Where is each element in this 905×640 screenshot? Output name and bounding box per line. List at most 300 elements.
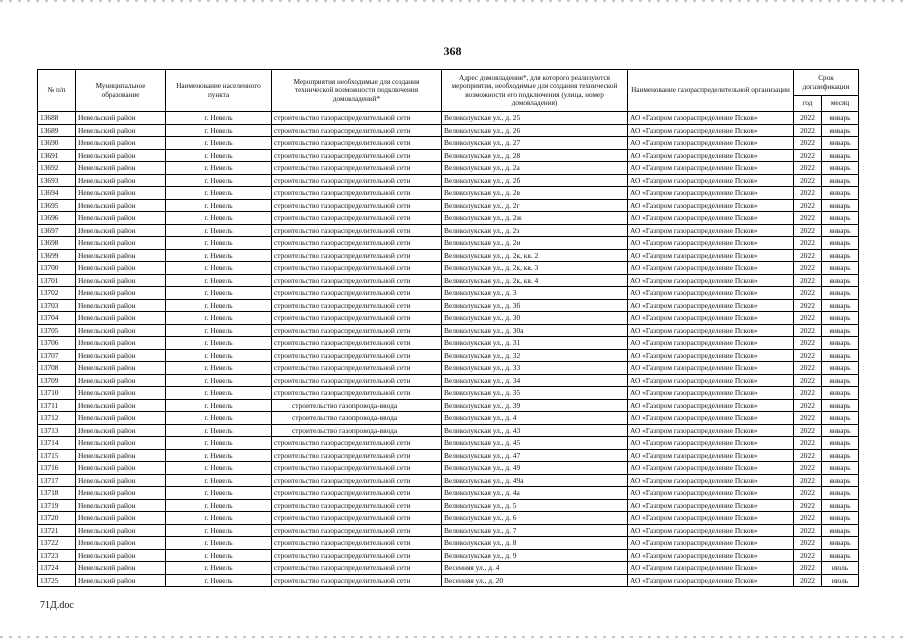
row-month: январь bbox=[822, 499, 859, 512]
row-org: АО «Газпром газораспределение Псков» bbox=[628, 512, 794, 525]
row-municipality: Невельский район bbox=[76, 187, 166, 200]
row-year: 2022 bbox=[794, 499, 822, 512]
row-month: январь bbox=[822, 199, 859, 212]
row-municipality: Невельский район bbox=[76, 499, 166, 512]
row-municipality: Невельский район bbox=[76, 312, 166, 325]
row-month: январь bbox=[822, 124, 859, 137]
table-header bbox=[38, 70, 859, 112]
row-year: 2022 bbox=[794, 537, 822, 550]
row-year: 2022 bbox=[794, 199, 822, 212]
row-org: АО «Газпром газораспределение Псков» bbox=[628, 199, 794, 212]
row-activity: строительство газораспределительной сети bbox=[272, 387, 442, 400]
row-address: Великолукская ул., д. 6 bbox=[442, 512, 628, 525]
row-num: 13718 bbox=[38, 487, 76, 500]
row-locality: г. Невель bbox=[166, 524, 272, 537]
row-address: Великолукская ул., д. 45 bbox=[442, 437, 628, 450]
table-row bbox=[38, 137, 859, 150]
row-locality: г. Невель bbox=[166, 299, 272, 312]
row-activity: строительство газораспределительной сети bbox=[272, 499, 442, 512]
row-activity: строительство газораспределительной сети bbox=[272, 187, 442, 200]
row-num: 13705 bbox=[38, 324, 76, 337]
row-year: 2022 bbox=[794, 224, 822, 237]
scan-edge-bottom bbox=[0, 636, 905, 638]
row-org: АО «Газпром газораспределение Псков» bbox=[628, 362, 794, 375]
row-locality: г. Невель bbox=[166, 187, 272, 200]
row-municipality: Невельский район bbox=[76, 349, 166, 362]
header-org: Наименование газораспределительной организации bbox=[628, 70, 794, 112]
row-address: Весенняя ул., д. 4 bbox=[442, 562, 628, 575]
row-activity: строительство газораспределительной сети bbox=[272, 324, 442, 337]
row-address: Великолукская ул., д. 8 bbox=[442, 537, 628, 550]
row-activity: строительство газораспределительной сети bbox=[272, 224, 442, 237]
row-month: январь bbox=[822, 224, 859, 237]
row-locality: г. Невель bbox=[166, 199, 272, 212]
table-body bbox=[38, 112, 859, 587]
row-activity: строительство газопровода-ввода bbox=[272, 424, 442, 437]
header-municipality: Муниципальное образование bbox=[76, 70, 166, 112]
table-row bbox=[38, 512, 859, 525]
row-num: 13704 bbox=[38, 312, 76, 325]
row-activity: строительство газораспределительной сети bbox=[272, 299, 442, 312]
row-activity: строительство газораспределительной сети bbox=[272, 124, 442, 137]
row-locality: г. Невель bbox=[166, 324, 272, 337]
row-municipality: Невельский район bbox=[76, 249, 166, 262]
row-org: АО «Газпром газораспределение Псков» bbox=[628, 324, 794, 337]
row-activity: строительство газораспределительной сети bbox=[272, 574, 442, 587]
table-row bbox=[38, 337, 859, 350]
row-address: Великолукская ул., д. 3 bbox=[442, 287, 628, 300]
table-row bbox=[38, 162, 859, 175]
row-org: АО «Газпром газораспределение Псков» bbox=[628, 437, 794, 450]
row-activity: строительство газораспределительной сети bbox=[272, 112, 442, 125]
row-year: 2022 bbox=[794, 137, 822, 150]
row-municipality: Невельский район bbox=[76, 362, 166, 375]
row-month: январь bbox=[822, 187, 859, 200]
row-org: АО «Газпром газораспределение Псков» bbox=[628, 349, 794, 362]
row-num: 13715 bbox=[38, 449, 76, 462]
row-municipality: Невельский район bbox=[76, 149, 166, 162]
row-municipality: Невельский район bbox=[76, 124, 166, 137]
row-locality: г. Невель bbox=[166, 249, 272, 262]
row-org: АО «Газпром газораспределение Псков» bbox=[628, 537, 794, 550]
row-activity: строительство газораспределительной сети bbox=[272, 262, 442, 275]
row-year: 2022 bbox=[794, 362, 822, 375]
row-locality: г. Невель bbox=[166, 137, 272, 150]
table-row bbox=[38, 312, 859, 325]
table-row bbox=[38, 449, 859, 462]
row-org: АО «Газпром газораспределение Псков» bbox=[628, 499, 794, 512]
row-activity: строительство газораспределительной сети bbox=[272, 512, 442, 525]
row-municipality: Невельский район bbox=[76, 387, 166, 400]
table-row bbox=[38, 237, 859, 250]
row-municipality: Невельский район bbox=[76, 212, 166, 225]
row-locality: г. Невель bbox=[166, 337, 272, 350]
row-org: АО «Газпром газораспределение Псков» bbox=[628, 249, 794, 262]
row-municipality: Невельский район bbox=[76, 449, 166, 462]
row-year: 2022 bbox=[794, 112, 822, 125]
row-municipality: Невельский район bbox=[76, 487, 166, 500]
row-org: АО «Газпром газораспределение Псков» bbox=[628, 187, 794, 200]
row-month: январь bbox=[822, 324, 859, 337]
row-year: 2022 bbox=[794, 487, 822, 500]
row-activity: строительство газораспределительной сети bbox=[272, 274, 442, 287]
row-num: 13696 bbox=[38, 212, 76, 225]
row-org: АО «Газпром газораспределение Псков» bbox=[628, 149, 794, 162]
row-year: 2022 bbox=[794, 474, 822, 487]
row-year: 2022 bbox=[794, 374, 822, 387]
row-num: 13701 bbox=[38, 274, 76, 287]
table-row bbox=[38, 274, 859, 287]
row-address: Великолукская ул., д. 39 bbox=[442, 399, 628, 412]
row-activity: строительство газораспределительной сети bbox=[272, 312, 442, 325]
row-address: Великолукская ул., д. 26 bbox=[442, 124, 628, 137]
scan-edge-top bbox=[0, 0, 905, 2]
table-row bbox=[38, 574, 859, 587]
row-activity: строительство газораспределительной сети bbox=[272, 337, 442, 350]
row-municipality: Невельский район bbox=[76, 437, 166, 450]
row-year: 2022 bbox=[794, 262, 822, 275]
table-row bbox=[38, 112, 859, 125]
row-address: Великолукская ул., д. 35 bbox=[442, 387, 628, 400]
row-num: 13711 bbox=[38, 399, 76, 412]
row-num: 13698 bbox=[38, 237, 76, 250]
row-month: январь bbox=[822, 487, 859, 500]
row-year: 2022 bbox=[794, 274, 822, 287]
row-num: 13703 bbox=[38, 299, 76, 312]
row-municipality: Невельский район bbox=[76, 224, 166, 237]
row-address: Великолукская ул., д. 5 bbox=[442, 499, 628, 512]
table-row bbox=[38, 249, 859, 262]
row-num: 13689 bbox=[38, 124, 76, 137]
row-org: АО «Газпром газораспределение Псков» bbox=[628, 524, 794, 537]
row-locality: г. Невель bbox=[166, 562, 272, 575]
table-row bbox=[38, 349, 859, 362]
table-row bbox=[38, 437, 859, 450]
table-row bbox=[38, 262, 859, 275]
row-address: Великолукская ул., д. 2а bbox=[442, 162, 628, 175]
row-municipality: Невельский район bbox=[76, 462, 166, 475]
row-locality: г. Невель bbox=[166, 237, 272, 250]
row-address: Великолукская ул., д. 25 bbox=[442, 112, 628, 125]
row-address: Великолукская ул., д. 9 bbox=[442, 549, 628, 562]
row-num: 13707 bbox=[38, 349, 76, 362]
row-locality: г. Невель bbox=[166, 149, 272, 162]
row-month: январь bbox=[822, 349, 859, 362]
row-address: Великолукская ул., д. 2к, кв. 2 bbox=[442, 249, 628, 262]
row-address: Великолукская ул., д. 43 bbox=[442, 424, 628, 437]
row-locality: г. Невель bbox=[166, 387, 272, 400]
row-org: АО «Газпром газораспределение Псков» bbox=[628, 299, 794, 312]
row-org: АО «Газпром газораспределение Псков» bbox=[628, 262, 794, 275]
row-locality: г. Невель bbox=[166, 212, 272, 225]
row-num: 13712 bbox=[38, 412, 76, 425]
row-year: 2022 bbox=[794, 424, 822, 437]
row-org: АО «Газпром газораспределение Псков» bbox=[628, 287, 794, 300]
table-row bbox=[38, 562, 859, 575]
row-org: АО «Газпром газораспределение Псков» bbox=[628, 224, 794, 237]
row-municipality: Невельский район bbox=[76, 337, 166, 350]
row-year: 2022 bbox=[794, 249, 822, 262]
row-locality: г. Невель bbox=[166, 537, 272, 550]
row-municipality: Невельский район bbox=[76, 237, 166, 250]
table-row bbox=[38, 174, 859, 187]
row-address: Великолукская ул., д. 49 bbox=[442, 462, 628, 475]
row-org: АО «Газпром газораспределение Псков» bbox=[628, 399, 794, 412]
row-org: АО «Газпром газораспределение Псков» bbox=[628, 462, 794, 475]
row-num: 13692 bbox=[38, 162, 76, 175]
row-year: 2022 bbox=[794, 562, 822, 575]
table-row bbox=[38, 424, 859, 437]
row-locality: г. Невель bbox=[166, 412, 272, 425]
row-month: январь bbox=[822, 524, 859, 537]
row-locality: г. Невель bbox=[166, 474, 272, 487]
row-month: январь bbox=[822, 412, 859, 425]
row-locality: г. Невель bbox=[166, 499, 272, 512]
row-address: Великолукская ул., д. 28 bbox=[442, 149, 628, 162]
row-month: январь bbox=[822, 174, 859, 187]
row-address: Великолукская ул., д. 47 bbox=[442, 449, 628, 462]
row-month: январь bbox=[822, 474, 859, 487]
row-num: 13716 bbox=[38, 462, 76, 475]
row-num: 13722 bbox=[38, 537, 76, 550]
row-municipality: Невельский район bbox=[76, 324, 166, 337]
row-activity: строительство газораспределительной сети bbox=[272, 162, 442, 175]
row-address: Великолукская ул., д. 32 bbox=[442, 349, 628, 362]
row-address: Великолукская ул., д. 2з bbox=[442, 224, 628, 237]
table-row bbox=[38, 487, 859, 500]
row-num: 13724 bbox=[38, 562, 76, 575]
header-locality: Наименование населенного пункта bbox=[166, 70, 272, 112]
row-address: Великолукская ул., д. 49а bbox=[442, 474, 628, 487]
row-month: январь bbox=[822, 462, 859, 475]
row-month: январь bbox=[822, 512, 859, 525]
row-num: 13709 bbox=[38, 374, 76, 387]
row-num: 13725 bbox=[38, 574, 76, 587]
row-activity: строительство газораспределительной сети bbox=[272, 149, 442, 162]
row-num: 13720 bbox=[38, 512, 76, 525]
row-org: АО «Газпром газораспределение Псков» bbox=[628, 162, 794, 175]
table-row bbox=[38, 124, 859, 137]
row-municipality: Невельский район bbox=[76, 537, 166, 550]
row-address: Великолукская ул., д. 33 bbox=[442, 362, 628, 375]
row-activity: строительство газораспределительной сети bbox=[272, 449, 442, 462]
table-row bbox=[38, 224, 859, 237]
row-activity: строительство газораспределительной сети bbox=[272, 462, 442, 475]
row-year: 2022 bbox=[794, 162, 822, 175]
table-row bbox=[38, 412, 859, 425]
table-row bbox=[38, 187, 859, 200]
row-num: 13719 bbox=[38, 499, 76, 512]
row-municipality: Невельский район bbox=[76, 174, 166, 187]
row-municipality: Невельский район bbox=[76, 524, 166, 537]
header-month: месяц bbox=[822, 96, 859, 112]
row-month: январь bbox=[822, 274, 859, 287]
row-locality: г. Невель bbox=[166, 549, 272, 562]
row-month: январь bbox=[822, 112, 859, 125]
row-address: Великолукская ул., д. 2к, кв. 3 bbox=[442, 262, 628, 275]
row-org: АО «Газпром газораспределение Псков» bbox=[628, 412, 794, 425]
row-month: январь bbox=[822, 299, 859, 312]
row-address: Великолукская ул., д. 7 bbox=[442, 524, 628, 537]
row-activity: строительство газораспределительной сети bbox=[272, 199, 442, 212]
row-locality: г. Невель bbox=[166, 512, 272, 525]
row-address: Великолукская ул., д. 2ж bbox=[442, 212, 628, 225]
row-org: АО «Газпром газораспределение Псков» bbox=[628, 312, 794, 325]
row-address: Великолукская ул., д. 4 bbox=[442, 412, 628, 425]
row-year: 2022 bbox=[794, 299, 822, 312]
row-locality: г. Невель bbox=[166, 224, 272, 237]
row-num: 13699 bbox=[38, 249, 76, 262]
row-num: 13695 bbox=[38, 199, 76, 212]
row-month: январь bbox=[822, 149, 859, 162]
page-number: 368 bbox=[443, 44, 462, 58]
row-month: январь bbox=[822, 137, 859, 150]
row-municipality: Невельский район bbox=[76, 137, 166, 150]
row-year: 2022 bbox=[794, 149, 822, 162]
row-year: 2022 bbox=[794, 412, 822, 425]
row-num: 13694 bbox=[38, 187, 76, 200]
table-row bbox=[38, 299, 859, 312]
row-org: АО «Газпром газораспределение Псков» bbox=[628, 137, 794, 150]
row-org: АО «Газпром газораспределение Псков» bbox=[628, 112, 794, 125]
row-activity: строительство газопровода-ввода bbox=[272, 412, 442, 425]
row-locality: г. Невель bbox=[166, 574, 272, 587]
row-activity: строительство газораспределительной сети bbox=[272, 437, 442, 450]
row-org: АО «Газпром газораспределение Псков» bbox=[628, 487, 794, 500]
row-num: 13714 bbox=[38, 437, 76, 450]
table-row bbox=[38, 324, 859, 337]
row-locality: г. Невель bbox=[166, 424, 272, 437]
row-activity: строительство газораспределительной сети bbox=[272, 287, 442, 300]
row-org: АО «Газпром газораспределение Псков» bbox=[628, 124, 794, 137]
header-num: № п/п bbox=[38, 70, 76, 112]
gasification-table bbox=[37, 69, 859, 587]
row-locality: г. Невель bbox=[166, 274, 272, 287]
row-municipality: Невельский район bbox=[76, 399, 166, 412]
row-org: АО «Газпром газораспределение Псков» bbox=[628, 374, 794, 387]
table-row bbox=[38, 374, 859, 387]
row-num: 13700 bbox=[38, 262, 76, 275]
row-year: 2022 bbox=[794, 349, 822, 362]
row-org: АО «Газпром газораспределение Псков» bbox=[628, 237, 794, 250]
table-row bbox=[38, 474, 859, 487]
row-locality: г. Невель bbox=[166, 449, 272, 462]
row-locality: г. Невель bbox=[166, 437, 272, 450]
row-num: 13708 bbox=[38, 362, 76, 375]
row-org: АО «Газпром газораспределение Псков» bbox=[628, 574, 794, 587]
row-activity: строительство газораспределительной сети bbox=[272, 212, 442, 225]
row-locality: г. Невель bbox=[166, 112, 272, 125]
row-municipality: Невельский район bbox=[76, 374, 166, 387]
row-activity: строительство газораспределительной сети bbox=[272, 374, 442, 387]
row-locality: г. Невель bbox=[166, 312, 272, 325]
row-activity: строительство газораспределительной сети bbox=[272, 174, 442, 187]
row-locality: г. Невель bbox=[166, 162, 272, 175]
row-municipality: Невельский район bbox=[76, 199, 166, 212]
row-year: 2022 bbox=[794, 312, 822, 325]
row-municipality: Невельский район bbox=[76, 562, 166, 575]
row-address: Великолукская ул., д. 30а bbox=[442, 324, 628, 337]
row-activity: строительство газораспределительной сети bbox=[272, 487, 442, 500]
row-year: 2022 bbox=[794, 512, 822, 525]
row-num: 13713 bbox=[38, 424, 76, 437]
row-num: 13710 bbox=[38, 387, 76, 400]
row-month: июль bbox=[822, 574, 859, 587]
row-year: 2022 bbox=[794, 124, 822, 137]
row-address: Великолукская ул., д. 2б bbox=[442, 174, 628, 187]
row-address: Великолукская ул., д. 2к, кв. 4 bbox=[442, 274, 628, 287]
header-term: Срок догазификации bbox=[794, 70, 859, 96]
row-month: январь bbox=[822, 249, 859, 262]
row-org: АО «Газпром газораспределение Псков» bbox=[628, 274, 794, 287]
row-locality: г. Невель bbox=[166, 487, 272, 500]
row-month: январь bbox=[822, 362, 859, 375]
row-num: 13697 bbox=[38, 224, 76, 237]
row-num: 13690 bbox=[38, 137, 76, 150]
row-address: Великолукская ул., д. 34 bbox=[442, 374, 628, 387]
row-month: январь bbox=[822, 437, 859, 450]
row-address: Великолукская ул., д. 2г bbox=[442, 199, 628, 212]
row-year: 2022 bbox=[794, 437, 822, 450]
row-month: январь bbox=[822, 312, 859, 325]
row-year: 2022 bbox=[794, 174, 822, 187]
row-address: Великолукская ул., д. 27 bbox=[442, 137, 628, 150]
row-year: 2022 bbox=[794, 574, 822, 587]
row-municipality: Невельский район bbox=[76, 412, 166, 425]
row-month: январь bbox=[822, 162, 859, 175]
row-month: январь bbox=[822, 212, 859, 225]
row-locality: г. Невель bbox=[166, 349, 272, 362]
row-num: 13721 bbox=[38, 524, 76, 537]
row-year: 2022 bbox=[794, 549, 822, 562]
row-address: Великолукская ул., д. 31 bbox=[442, 337, 628, 350]
row-year: 2022 bbox=[794, 237, 822, 250]
row-locality: г. Невель bbox=[166, 287, 272, 300]
row-activity: строительство газораспределительной сети bbox=[272, 249, 442, 262]
row-num: 13717 bbox=[38, 474, 76, 487]
row-address: Великолукская ул., д. 3б bbox=[442, 299, 628, 312]
table-row bbox=[38, 362, 859, 375]
row-locality: г. Невель bbox=[166, 174, 272, 187]
table-row bbox=[38, 399, 859, 412]
row-municipality: Невельский район bbox=[76, 112, 166, 125]
row-month: январь bbox=[822, 374, 859, 387]
row-activity: строительство газораспределительной сети bbox=[272, 562, 442, 575]
row-activity: строительство газораспределительной сети bbox=[272, 237, 442, 250]
row-activity: строительство газораспределительной сети bbox=[272, 349, 442, 362]
row-locality: г. Невель bbox=[166, 399, 272, 412]
table-row bbox=[38, 537, 859, 550]
row-activity: строительство газопровода-ввода bbox=[272, 399, 442, 412]
row-month: январь bbox=[822, 449, 859, 462]
row-year: 2022 bbox=[794, 524, 822, 537]
table-row bbox=[38, 499, 859, 512]
row-activity: строительство газораспределительной сети bbox=[272, 549, 442, 562]
row-activity: строительство газораспределительной сети bbox=[272, 137, 442, 150]
row-locality: г. Невель bbox=[166, 262, 272, 275]
row-org: АО «Газпром газораспределение Псков» bbox=[628, 549, 794, 562]
row-month: январь bbox=[822, 237, 859, 250]
row-year: 2022 bbox=[794, 337, 822, 350]
table-row bbox=[38, 549, 859, 562]
header-year: год bbox=[794, 96, 822, 112]
row-month: январь bbox=[822, 537, 859, 550]
footer-filename: 71Д.doc bbox=[40, 600, 74, 611]
row-municipality: Невельский район bbox=[76, 274, 166, 287]
table-row bbox=[38, 287, 859, 300]
row-month: январь bbox=[822, 262, 859, 275]
row-year: 2022 bbox=[794, 187, 822, 200]
